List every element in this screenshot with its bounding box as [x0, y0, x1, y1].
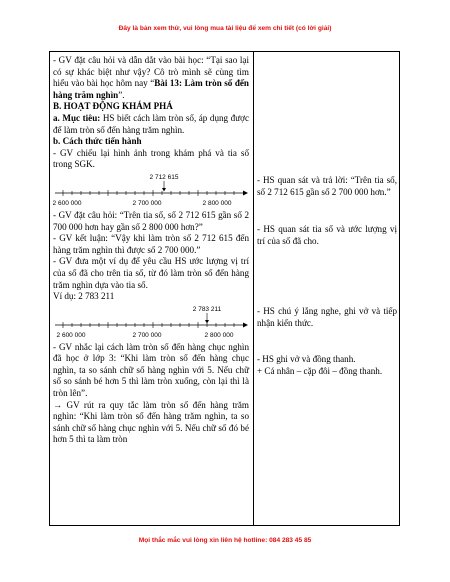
number-line-1: [53, 173, 249, 209]
hotline-banner: Mọi thắc mắc vui lòng xin liên hệ hotline: 084 283 45 85: [138, 537, 312, 544]
column-divider: [253, 52, 254, 525]
number-line-2-tick-1: 2 600 000: [56, 331, 86, 339]
example-number: Ví dụ: 2 783 211: [53, 291, 115, 302]
lesson-title: Bài 13: Làm tròn số đến hàng trăm nghìn: [53, 78, 249, 100]
goal-paragraph: [53, 113, 249, 136]
conclusion-paragraph: - GV kết luận: “Vậy khi làm tròn số 2 712 615 đến hàng trăm nghìn thì được số 2 700 000.”: [53, 233, 249, 255]
number-line-2: [53, 305, 249, 341]
question-paragraph: - GV đặt câu hỏi: “Trên tia số, số 2 712 615 gần số 2 700 000 hơn hay gần số 2 800 000 hơn?”: [53, 209, 249, 232]
goal-label: a. Mục tiêu:: [53, 112, 101, 123]
preview-banner: Đây là bản xem thử, vui lòng mua tài liệu để xem chi tiết (có lời giải): [118, 25, 332, 32]
section-heading-b: B. HOẠT ĐỘNG KHÁM PHÁ: [53, 101, 173, 112]
student-answer-2: - HS quan sát tia số và ước lượng vị trí của số đã cho.: [257, 224, 397, 246]
method-heading: b. Cách thức tiến hành: [53, 136, 142, 147]
number-line-1-tick-2: 2 700 000: [132, 199, 162, 207]
student-answer-1: - HS quan sát và trả lời: “Trên tia số, số 2 712 615 gần số 2 700 000 hơn.”: [257, 175, 397, 197]
teacher-activities-column: [53, 55, 249, 446]
intro-paragraph: [53, 55, 249, 101]
student-answer-3: - HS chú ý lắng nghe, ghi vở và tiếp nhận kiến thức.: [257, 306, 397, 328]
goal-text: HS biết cách làm tròn số, áp dụng được để làm tròn số đến hàng trăm nghìn.: [53, 112, 249, 135]
number-line-2-tick-2: 2 700 000: [132, 331, 162, 339]
show-paragraph: - GV chiếu lại hình ảnh trong khám phá và tia số trong SGK.: [53, 147, 249, 170]
number-line-1-tick-1: 2 600 000: [53, 199, 82, 207]
number-line-1-marker: 2 712 615: [149, 173, 179, 181]
student-answer-5: + Cá nhân – cặp đôi – đồng thanh.: [257, 366, 383, 376]
reminder-paragraph: - GV nhắc lại cách làm tròn số đến hàng chục nghìn đã học ở lớp 3: “Khi làm tròn số đến hàng chục nghìn, ta so sánh chữ số hàng nghìn với 5. Nếu chữ số so sánh bé hơn 5 thì làm tròn xuống, còn lại thì là tròn lên”.: [53, 341, 249, 399]
number-line-1-tick-3: 2 800 000: [202, 199, 232, 207]
example-task-paragraph: - GV đưa một ví dụ để yêu cầu HS ước lượng vị trí của số đã cho trên tia số, từ đó làm tròn số đến hàng trăm nghìn dựa vào tia số.: [53, 256, 249, 290]
student-answer-4: - HS ghi vở và đồng thanh.: [257, 354, 356, 364]
number-line-2-marker: 2 783 211: [192, 305, 222, 313]
number-line-2-tick-3: 2 800 000: [204, 331, 234, 339]
rule-paragraph: → GV rút ra quy tắc làm tròn số đến hàng trăm nghìn: “Khi làm tròn số đến hàng trăm nghìn, ta so sánh chữ số hàng chục nghìn với 5. Nếu chữ số đó bé hơn 5 thì ta làm tròn: [53, 399, 249, 445]
intro-text: - GV đặt câu hỏi và dẫn dắt vào bài học: “Tại sao lại có sự khác biệt như vậy? Cô trò mình sẽ cùng tìm hiểu vào bài học hôm nay “: [53, 55, 249, 89]
lesson-table: [49, 51, 400, 526]
intro-end: ”.: [118, 89, 125, 100]
